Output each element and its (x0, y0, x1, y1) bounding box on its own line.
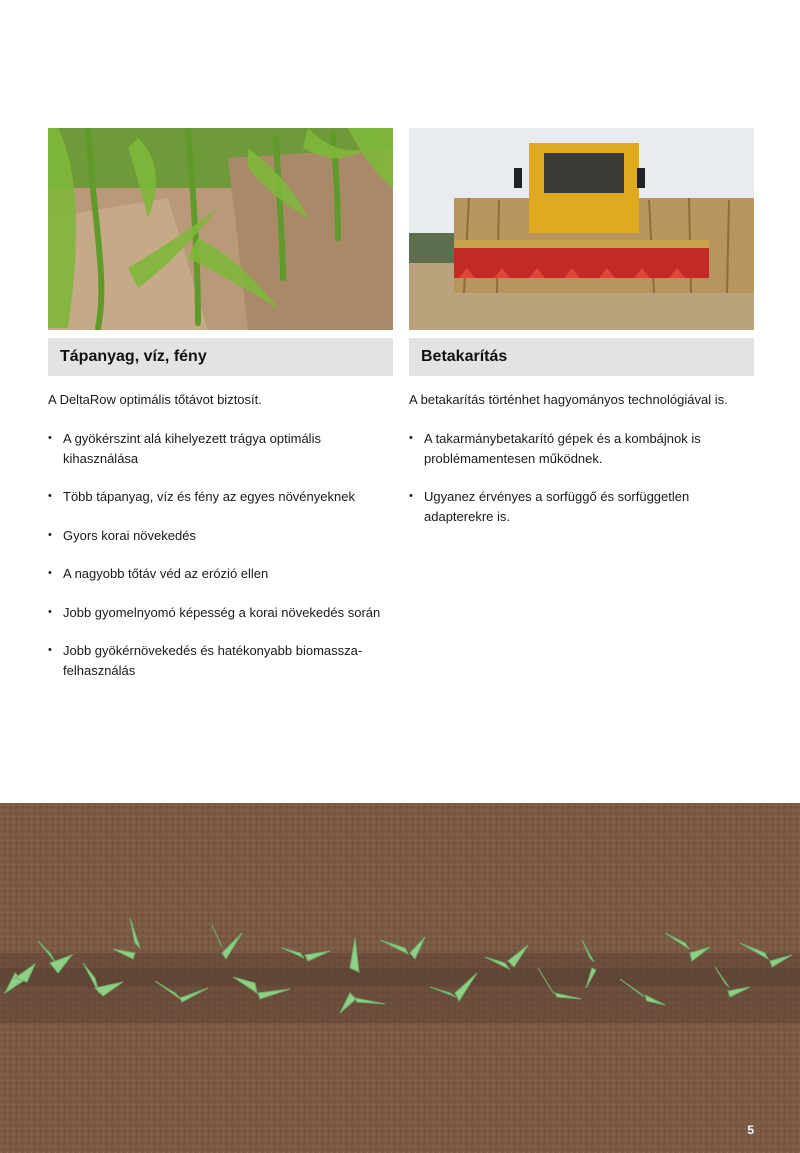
list-item: • A gyökérszint alá kihelyezett trágya optimális kihasználása (48, 429, 393, 468)
bullet-list (48, 429, 393, 680)
intro-text: A DeltaRow optimális tőtávot biztosít. (48, 392, 262, 407)
page-number: 5 (747, 1123, 754, 1137)
left-column (48, 128, 393, 699)
list-item: • A takarmánybetakarító gépek és a kombájnok is problémamentesen működnek. (409, 429, 754, 468)
bullet-list (409, 429, 754, 526)
intro-text: A betakarítás történhet hagyományos technológiával is. (409, 392, 728, 407)
list-item: • A nagyobb tőtáv véd az erózió ellen (48, 564, 393, 584)
list-item: • Jobb gyökérnövekedés és hatékonyabb biomassza-felhasználás (48, 641, 393, 680)
right-column (409, 128, 754, 545)
list-item: • Több tápanyag, víz és fény az egyes növényeknek (48, 487, 393, 507)
list-item: • Ugyanez érvényes a sorfüggő és sorfüggetlen adapterekre is. (409, 487, 754, 526)
section-heading: Tápanyag, víz, fény (60, 348, 207, 365)
list-item: • Jobb gyomelnyomó képesség a korai növekedés során (48, 603, 393, 623)
seedling-row-photo (0, 803, 800, 1153)
list-item: • Gyors korai növekedés (48, 526, 393, 546)
heading-bar (409, 338, 754, 376)
heading-bar (48, 338, 393, 376)
harvester-photo (409, 128, 754, 330)
section-heading: Betakarítás (421, 348, 508, 365)
corn-field-photo (48, 128, 393, 330)
